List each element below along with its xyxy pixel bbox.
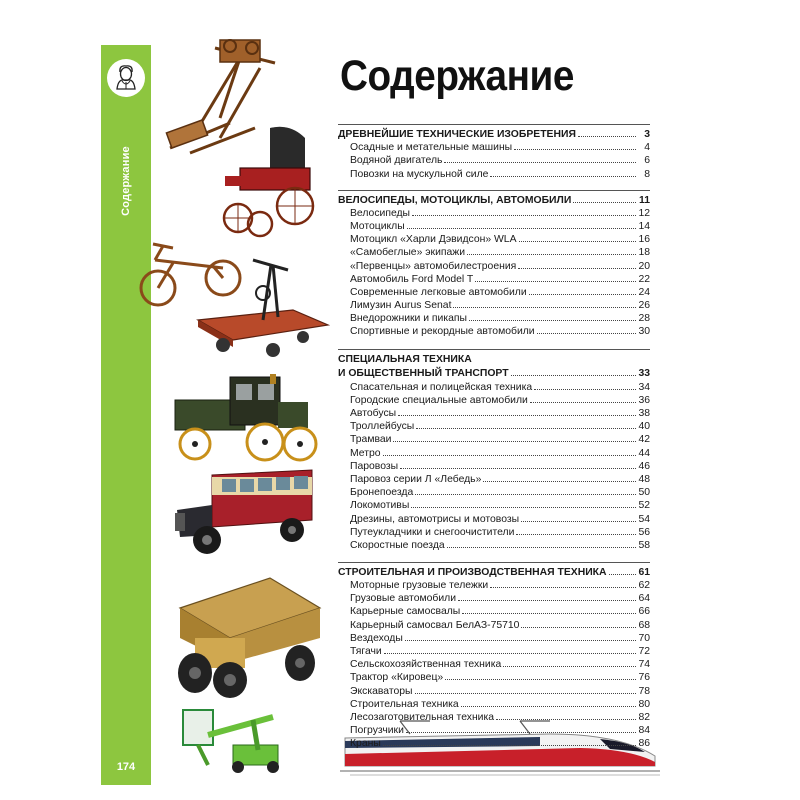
entry-page-number: 46 (638, 460, 650, 472)
section-page-number: 11 (639, 194, 650, 206)
section-title: ДРЕВНЕЙШИЕ ТЕХНИЧЕСКИЕ ИЗОБРЕТЕНИЯ (338, 129, 576, 140)
toc-entry[interactable] (338, 498, 650, 511)
leader-dots (447, 547, 636, 548)
entry-page-number: 72 (638, 646, 650, 657)
leader-dots (393, 441, 636, 442)
toc-entry[interactable] (338, 432, 650, 445)
entry-page-number: 30 (638, 326, 650, 338)
entry-page-number: 52 (638, 500, 650, 512)
entry-title: Дрезины, автомотрисы и мотовозы (350, 513, 520, 525)
entry-page-number: 6 (644, 155, 650, 167)
author-portrait-icon (107, 59, 145, 97)
toc-entry[interactable] (338, 670, 650, 683)
section-title: И ОБЩЕСТВЕННЫЙ ТРАНСПОРТ (338, 368, 509, 380)
entry-title: Внедорожники и пикапы (350, 313, 468, 325)
entry-page-number: 48 (638, 473, 650, 485)
leader-dots (490, 176, 636, 177)
leader-dots (467, 254, 636, 255)
entry-title: Вездеходы (350, 632, 403, 644)
entry-page-number: 84 (638, 725, 650, 737)
entry-page-number: 80 (638, 698, 650, 710)
entry-title: Лесозаготовительная техника (350, 711, 495, 723)
leader-dots (516, 534, 636, 535)
leader-dots (445, 679, 636, 680)
entry-title: Карьерные самосвалы (350, 606, 461, 618)
entry-page-number: 28 (638, 313, 650, 325)
toc-entry[interactable] (338, 591, 650, 604)
leader-dots (416, 428, 636, 429)
leader-dots (384, 653, 636, 654)
section-heading[interactable] (338, 349, 650, 365)
leader-dots (458, 600, 636, 601)
entry-page-number: 50 (638, 487, 650, 499)
toc-section (338, 349, 650, 550)
section-title: ВЕЛОСИПЕДЫ, МОТОЦИКЛЫ, АВТОМОБИЛИ (338, 194, 572, 206)
entry-title: Локомотивы (350, 500, 410, 512)
leader-dots (519, 241, 636, 242)
entry-page-number: 70 (638, 632, 650, 644)
entry-page-number: 68 (638, 619, 650, 631)
entry-page-number: 86 (638, 738, 650, 750)
entry-title: Метро (350, 447, 381, 459)
toc-entry[interactable] (338, 393, 650, 406)
toc-entry[interactable] (338, 472, 650, 485)
leader-dots (383, 455, 636, 456)
entry-title: «Самобеглые» экипажи (350, 247, 466, 259)
toc-entry[interactable] (338, 219, 650, 232)
toc-entry[interactable] (338, 710, 650, 723)
entry-title: Трамваи (350, 434, 392, 446)
entry-page-number: 12 (638, 207, 650, 219)
leader-dots (415, 494, 636, 495)
page-title: Содержание (340, 52, 574, 100)
leader-dots (475, 281, 636, 282)
toc-entry[interactable] (338, 723, 650, 736)
entry-title: Осадные и метательные машины (350, 142, 513, 154)
carriage-illustration (210, 118, 325, 243)
leader-dots (534, 389, 636, 390)
toc-entry[interactable] (338, 525, 650, 538)
leader-dots (490, 587, 636, 588)
toc-entry[interactable] (338, 631, 650, 644)
toc-section (338, 562, 650, 749)
toc-entry[interactable] (338, 419, 650, 432)
entry-title: Троллейбусы (350, 421, 415, 433)
toc-entry[interactable] (338, 311, 650, 324)
entry-title: Грузовые автомобили (350, 593, 457, 605)
toc-entry[interactable] (338, 166, 650, 179)
entry-title: Погрузчики (350, 725, 404, 737)
entry-page-number: 18 (638, 247, 650, 259)
section-page-number: 3 (644, 129, 650, 140)
handcar-illustration (193, 255, 333, 360)
entry-page-number: 34 (638, 381, 650, 393)
toc-entry[interactable] (338, 538, 650, 551)
steam-truck-illustration (170, 372, 320, 467)
leader-dots (530, 402, 636, 403)
entry-title: Тягачи (350, 646, 382, 657)
leader-dots (407, 228, 636, 229)
leader-dots (609, 574, 636, 575)
bus-illustration (172, 465, 317, 560)
toc-entry[interactable] (338, 511, 650, 524)
entry-title: Спортивные и рекордные автомобили (350, 326, 535, 338)
entry-page-number: 54 (638, 513, 650, 525)
entry-page-number: 56 (638, 526, 650, 538)
toc-entry[interactable] (338, 285, 650, 298)
leader-dots (462, 613, 636, 614)
entry-page-number: 16 (638, 234, 650, 246)
sidebar (101, 45, 151, 785)
toc-section (338, 124, 650, 180)
leader-dots (453, 307, 636, 308)
entry-page-number: 78 (638, 685, 650, 697)
entry-page-number: 8 (644, 168, 650, 180)
entry-title: Краны (350, 738, 381, 750)
entry-title: Сельскохозяйственная техника (350, 659, 502, 671)
leader-dots (483, 481, 636, 482)
leader-dots (411, 507, 636, 508)
entry-title: Мотоцикл «Харли Дэвидсон» WLA (350, 234, 517, 246)
leader-dots (511, 375, 636, 376)
entry-page-number: 58 (638, 539, 650, 551)
toc-entry[interactable] (338, 258, 650, 271)
toc-entry[interactable] (338, 617, 650, 630)
leader-dots (461, 706, 636, 707)
leader-dots (537, 333, 636, 334)
entry-page-number: 26 (638, 300, 650, 312)
leader-dots (406, 732, 636, 733)
entry-title: Велосипеды (350, 207, 411, 219)
entry-title: Паровозы (350, 460, 399, 472)
entry-title: Строительная техника (350, 698, 459, 710)
entry-page-number: 74 (638, 659, 650, 671)
entry-title: Современные легковые автомобили (350, 286, 527, 298)
entry-title: Автобусы (350, 408, 397, 419)
entry-page-number: 62 (638, 580, 650, 592)
leader-dots (573, 202, 636, 203)
dump-truck-illustration (170, 568, 325, 698)
entry-title: Спасательная и полицейская техника (350, 381, 533, 393)
toc-entry[interactable] (338, 232, 650, 245)
entry-page-number: 76 (638, 672, 650, 684)
toc-entry[interactable] (338, 736, 650, 749)
section-title: СПЕЦИАЛЬНАЯ ТЕХНИКА (338, 354, 472, 366)
lift-platform-illustration (178, 705, 288, 775)
entry-page-number: 22 (638, 273, 650, 285)
section-title: СТРОИТЕЛЬНАЯ И ПРОИЗВОДСТВЕННАЯ ТЕХНИКА (338, 566, 607, 578)
leader-dots (518, 268, 636, 269)
toc-entry[interactable] (338, 140, 650, 153)
entry-title: Автомобиль Ford Model T (350, 273, 474, 285)
toc-entry[interactable] (338, 379, 650, 392)
entry-title: Моторные грузовые тележки (350, 580, 489, 592)
toc-entry[interactable] (338, 206, 650, 219)
entry-page-number: 4 (644, 142, 650, 154)
toc-entry[interactable] (338, 657, 650, 670)
toc-entry[interactable] (338, 697, 650, 710)
toc-entry[interactable] (338, 272, 650, 285)
toc-entry[interactable] (338, 459, 650, 472)
entry-title: Экскаваторы (350, 685, 413, 697)
toc-entry[interactable] (338, 578, 650, 591)
leader-dots (529, 294, 636, 295)
toc-entry[interactable] (338, 485, 650, 498)
leader-dots (400, 468, 636, 469)
entry-title: Повозки на мускульной силе (350, 168, 489, 180)
entry-page-number: 66 (638, 606, 650, 618)
entry-title: Скоростные поезда (350, 539, 445, 551)
entry-page-number: 14 (638, 220, 650, 232)
entry-title: Паровоз серии Л «Лебедь» (350, 473, 482, 485)
entry-page-number: 44 (638, 447, 650, 459)
section-heading[interactable] (338, 124, 650, 140)
entry-page-number: 40 (638, 421, 650, 433)
leader-dots (503, 666, 636, 667)
toc-entry[interactable] (338, 324, 650, 337)
entry-page-number: 82 (638, 711, 650, 723)
page-number: 174 (116, 761, 136, 773)
entry-page-number: 36 (638, 394, 650, 406)
leader-dots (521, 521, 636, 522)
section-page-number: 61 (638, 566, 650, 578)
toc-section (338, 190, 650, 338)
section-heading[interactable] (338, 190, 650, 206)
toc-entry[interactable] (338, 406, 650, 419)
section-page-number: 33 (638, 368, 650, 380)
leader-dots (469, 320, 636, 321)
toc-entry[interactable] (338, 604, 650, 617)
entry-title: Мотоциклы (350, 220, 405, 232)
entry-page-number: 38 (638, 408, 650, 419)
entry-page-number: 20 (638, 260, 650, 272)
entry-page-number: 42 (638, 434, 650, 446)
leader-dots (578, 136, 636, 137)
entry-title: Городские специальные автомобили (350, 394, 528, 406)
leader-dots (444, 162, 636, 163)
entry-title: Бронепоезда (350, 487, 414, 499)
leader-dots (405, 640, 636, 641)
entry-title: Водяной двигатель (350, 155, 443, 167)
entry-title: Лимузин Aurus Senat (350, 300, 452, 312)
toc-entry[interactable] (338, 298, 650, 311)
entry-title: Карьерный самосвал БелАЗ-75710 (350, 619, 520, 631)
leader-dots (412, 215, 636, 216)
toc-entry[interactable] (338, 445, 650, 458)
leader-dots (398, 415, 636, 416)
entry-page-number: 24 (638, 286, 650, 298)
leader-dots (496, 719, 636, 720)
entry-title: Путеукладчики и снегоочистители (350, 526, 515, 538)
table-of-contents (338, 124, 650, 749)
toc-entry[interactable] (338, 153, 650, 166)
toc-entry[interactable] (338, 683, 650, 696)
sidebar-title: Содержание (120, 146, 132, 216)
toc-entry[interactable] (338, 644, 650, 657)
entry-title: Трактор «Кировец» (350, 672, 444, 684)
leader-dots (415, 693, 636, 694)
section-heading[interactable] (338, 562, 650, 578)
toc-entry[interactable] (338, 245, 650, 258)
leader-dots (383, 745, 636, 746)
leader-dots (514, 149, 636, 150)
entry-title: «Первенцы» автомобилестроения (350, 260, 517, 272)
leader-dots (521, 627, 636, 628)
entry-page-number: 64 (638, 593, 650, 605)
section-heading[interactable] (338, 365, 650, 379)
